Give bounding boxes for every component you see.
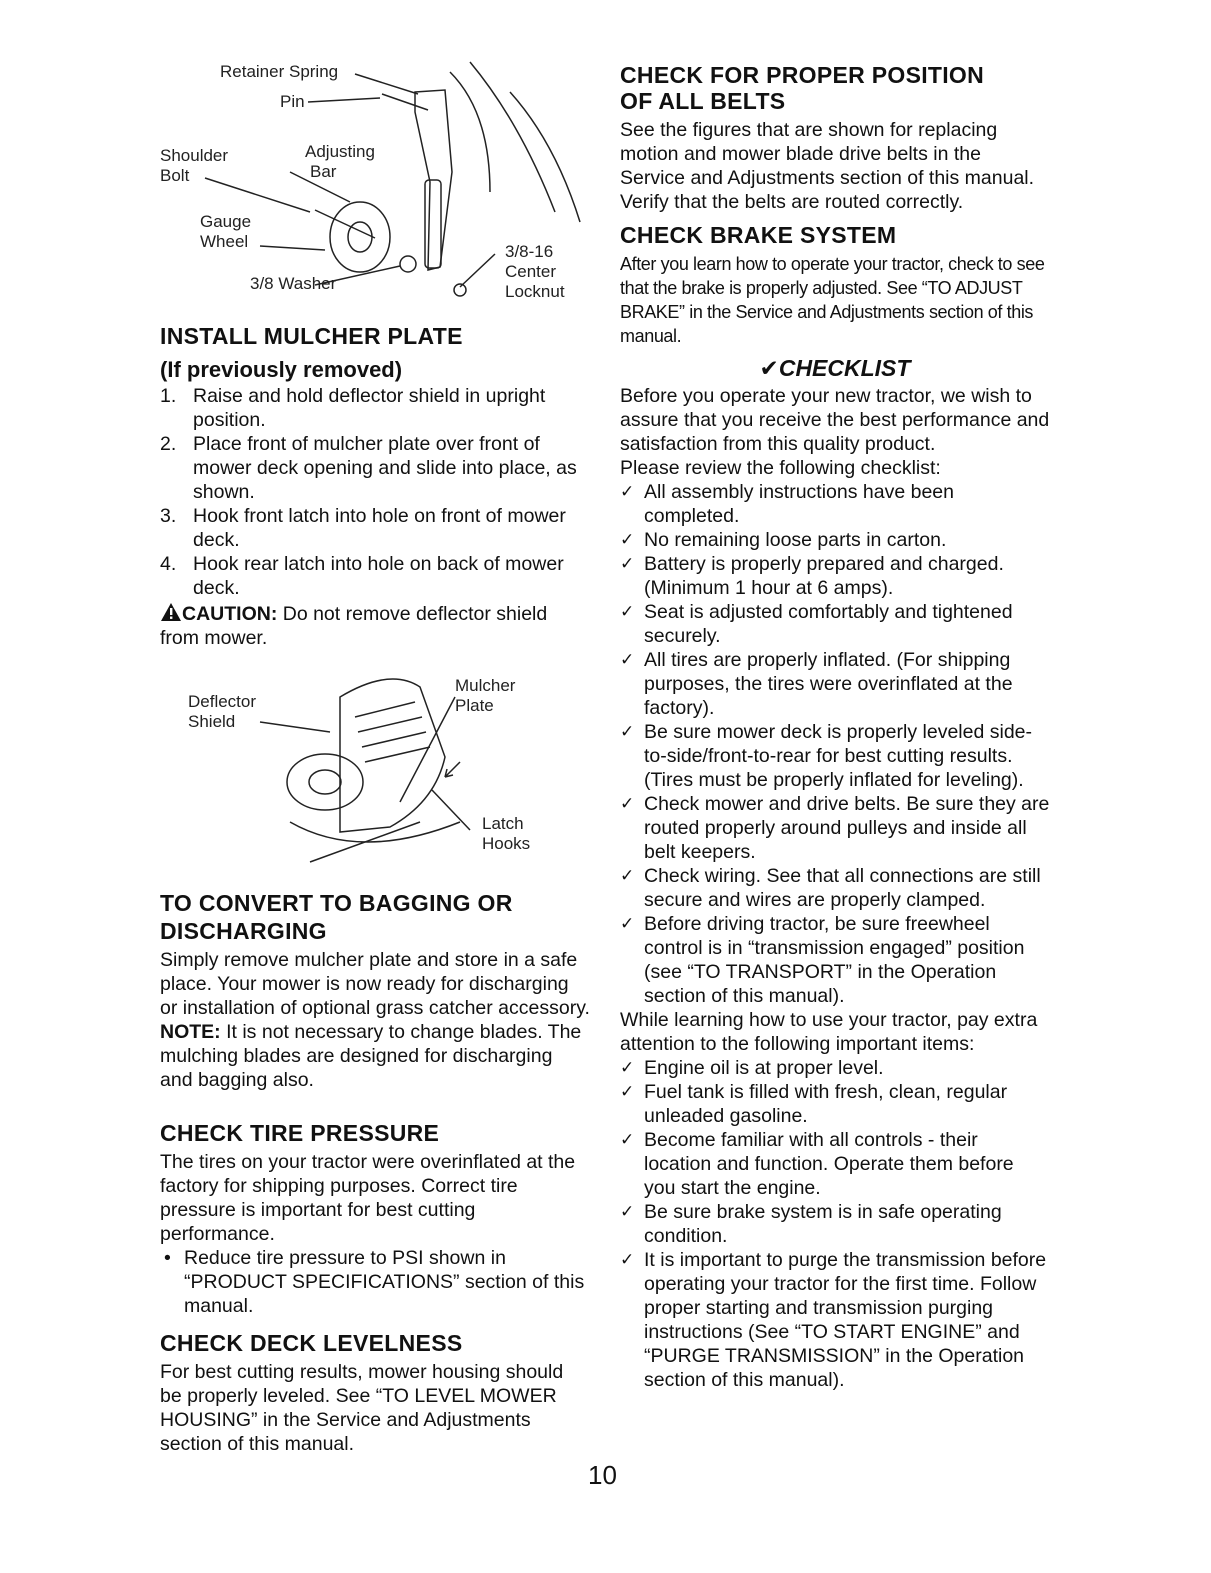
checkmark-icon: ✓ — [620, 1250, 635, 1269]
checklist-item-text: All assembly instructions have been completed. — [644, 481, 954, 527]
install-mulcher-subheading: (If previously removed) — [160, 357, 403, 382]
step-text: Hook front latch into hole on front of mower deck. — [193, 505, 566, 551]
important-item-text: Fuel tank is filled with fresh, clean, regular unleaded gasoline. — [644, 1081, 1008, 1127]
warning-icon — [160, 602, 182, 622]
label-latch-1: Latch — [482, 814, 524, 833]
step-number: 3. — [160, 505, 177, 527]
label-gauge-wheel-1: Gauge — [200, 212, 252, 231]
checkmark-icon: ✓ — [620, 914, 635, 933]
note-text: It is not necessary to change blades. The mulching blades are designed for discharging and bagging also. — [160, 1021, 582, 1091]
install-mulcher-heading: INSTALL MULCHER PLATE — [160, 323, 463, 349]
step-text: Place front of mulcher plate over front of mower deck opening and slide into place, as shown. — [193, 433, 577, 503]
checklist-item-text: Be sure mower deck is properly leveled side-to-side/front-to-rear for best cutting results. (Tires must be properly inflated for leveling). — [644, 721, 1033, 791]
belts-heading-1: CHECK FOR PROPER POSITION — [620, 62, 985, 88]
label-deflector-2: Shield — [188, 712, 236, 731]
deck-levelness-heading: CHECK DECK LEVELNESS — [160, 1330, 463, 1356]
checkmark-icon: ✓ — [620, 650, 635, 669]
checklist-review: Please review the following checklist: — [620, 457, 941, 479]
checkmark-icon: ✔ — [759, 355, 779, 381]
label-locknut-2: Center — [505, 262, 557, 281]
checklist-item-text: Check wiring. See that all connections are still secure and wires are properly clamped. — [644, 865, 1041, 911]
important-item — [620, 1056, 1050, 1080]
checklist-item-text: All tires are properly inflated. (For shipping purposes, the tires were overinflated at the factory). — [644, 649, 1013, 719]
important-item-text: Engine oil is at proper level. — [644, 1057, 884, 1079]
checklist-item — [620, 792, 1050, 864]
important-item-text: Become familiar with all controls - their location and function. Operate them before you start the engine. — [644, 1129, 1014, 1199]
checklist-item — [620, 600, 1050, 648]
checkmark-icon: ✓ — [620, 482, 635, 501]
important-item — [620, 1080, 1050, 1128]
checkmark-icon: ✓ — [620, 1130, 635, 1149]
checkmark-icon: ✓ — [620, 866, 635, 885]
install-steps-list — [160, 384, 590, 600]
label-locknut-3: Locknut — [505, 282, 565, 301]
checklist-item-text: Battery is properly prepared and charged. (Minimum 1 hour at 6 amps). — [644, 553, 1004, 599]
page-number: 10 — [588, 1460, 617, 1490]
checklist-item-text: Seat is adjusted comfortably and tightened securely. — [644, 601, 1013, 647]
convert-body: Simply remove mulcher plate and store in a safe place. Your mower is now ready for discharging or installation of optional grass catcher accessory. — [160, 949, 590, 1019]
label-retainer-spring: Retainer Spring — [220, 62, 339, 81]
important-item-text: It is important to purge the transmission before operating your tractor for the first time. Follow proper starting and transmission purging instructions (See “TO START ENGINE” and “PURGE TRANSMISSION” in the Operation section of this manual). — [644, 1249, 1047, 1391]
brake-heading: CHECK BRAKE SYSTEM — [620, 222, 897, 248]
install-step — [160, 504, 590, 552]
checklist-items — [620, 480, 1050, 1008]
install-step — [160, 384, 590, 432]
checklist-item — [620, 480, 1050, 528]
gauge-wheel-figure — [160, 52, 590, 301]
checkmark-icon: ✓ — [620, 554, 635, 573]
convert-note — [160, 1020, 590, 1092]
left-column — [160, 52, 590, 1456]
label-shoulder-bolt-1: Shoulder — [160, 146, 229, 165]
checklist-while-learning: While learning how to use your tractor, pay extra attention to the following important items: — [620, 1009, 1038, 1055]
checklist-title-text: CHECKLIST — [778, 355, 911, 381]
tire-pressure-bullet — [160, 1246, 590, 1318]
important-item — [620, 1248, 1050, 1392]
step-number: 2. — [160, 433, 177, 455]
checkmark-icon: ✓ — [620, 794, 635, 813]
important-items — [620, 1056, 1050, 1392]
checklist-item — [620, 912, 1050, 1008]
tire-pressure-heading: CHECK TIRE PRESSURE — [160, 1120, 440, 1146]
label-mulcher-1: Mulcher — [455, 676, 516, 695]
checklist-item — [620, 648, 1050, 720]
caution-notice — [160, 602, 590, 650]
caution-label: CAUTION: — [182, 603, 278, 625]
belts-heading-2: OF ALL BELTS — [620, 88, 786, 114]
checkmark-icon: ✓ — [620, 530, 635, 549]
tire-pressure-bullets — [160, 1246, 590, 1318]
checklist-item-text: Before driving tractor, be sure freewheel control is in “transmission engaged” position (see “TO TRANSPORT” in the Operation section of this manual). — [644, 913, 1025, 1007]
convert-heading-1: TO CONVERT TO BAGGING OR — [160, 890, 513, 916]
label-mulcher-2: Plate — [455, 696, 494, 715]
bullet-text: Reduce tire pressure to PSI shown in “PRODUCT SPECIFICATIONS” section of this manual. — [184, 1247, 585, 1317]
important-item-text: Be sure brake system is in safe operating condition. — [644, 1201, 1002, 1247]
checklist-item — [620, 720, 1050, 792]
bullet-dot: • — [164, 1247, 171, 1269]
label-deflector-1: Deflector — [188, 692, 257, 711]
checkmark-icon: ✓ — [620, 1082, 635, 1101]
convert-heading-2: DISCHARGING — [160, 918, 327, 944]
caution-text: Do not remove deflector shield from mower. — [160, 603, 548, 649]
checkmark-icon: ✓ — [620, 1058, 635, 1077]
note-label: NOTE: — [160, 1021, 221, 1043]
important-item — [620, 1128, 1050, 1200]
right-column — [620, 62, 1050, 1392]
tire-pressure-body: The tires on your tractor were overinflated at the factory for shipping purposes. Correct tire pressure is important for best cutting performance. — [160, 1151, 576, 1245]
checklist-title — [620, 354, 1050, 382]
label-locknut-1: 3/8-16 — [505, 242, 554, 261]
important-item — [620, 1200, 1050, 1248]
label-washer: 3/8 Washer — [250, 274, 337, 293]
checkmark-icon: ✓ — [620, 1202, 635, 1221]
checkmark-icon: ✓ — [620, 602, 635, 621]
checklist-item — [620, 552, 1050, 600]
label-gauge-wheel-2: Wheel — [200, 232, 249, 251]
label-latch-2: Hooks — [482, 834, 531, 853]
checkmark-icon: ✓ — [620, 722, 635, 741]
belts-body: See the figures that are shown for replacing motion and mower blade drive belts in the Service and Adjustments section of this manual. Verify that the belts are routed correctly. — [620, 119, 1035, 213]
checklist-item-text: No remaining loose parts in carton. — [644, 529, 947, 551]
step-number: 1. — [160, 385, 177, 407]
checklist-intro: Before you operate your new tractor, we wish to assure that you receive the best performance and satisfaction from this quality product. — [620, 385, 1050, 455]
checklist-item-text: Check mower and drive belts. Be sure they are routed properly around pulleys and inside all belt keepers. — [644, 793, 1050, 863]
label-shoulder-bolt-2: Bolt — [160, 166, 190, 185]
label-pin: Pin — [280, 92, 305, 111]
step-text: Hook rear latch into hole on back of mower deck. — [193, 553, 564, 599]
step-text: Raise and hold deflector shield in upright position. — [193, 385, 546, 431]
checklist-item — [620, 528, 1050, 552]
brake-body: After you learn how to operate your tractor, check to see that the brake is properly adjusted. See “TO ADJUST BRAKE” in the Service and Adjustments section of this manual. — [620, 254, 1045, 346]
install-step — [160, 552, 590, 600]
install-step — [160, 432, 590, 504]
deck-levelness-body: For best cutting results, mower housing should be properly leveled. See “TO LEVEL MOWER HOUSING” in the Service and Adjustments section of this manual. — [160, 1361, 564, 1455]
label-adjusting-bar-2: Bar — [310, 162, 337, 181]
step-number: 4. — [160, 553, 177, 575]
checklist-item — [620, 864, 1050, 912]
mulcher-plate-figure — [160, 662, 590, 884]
label-adjusting-bar-1: Adjusting — [305, 142, 375, 161]
